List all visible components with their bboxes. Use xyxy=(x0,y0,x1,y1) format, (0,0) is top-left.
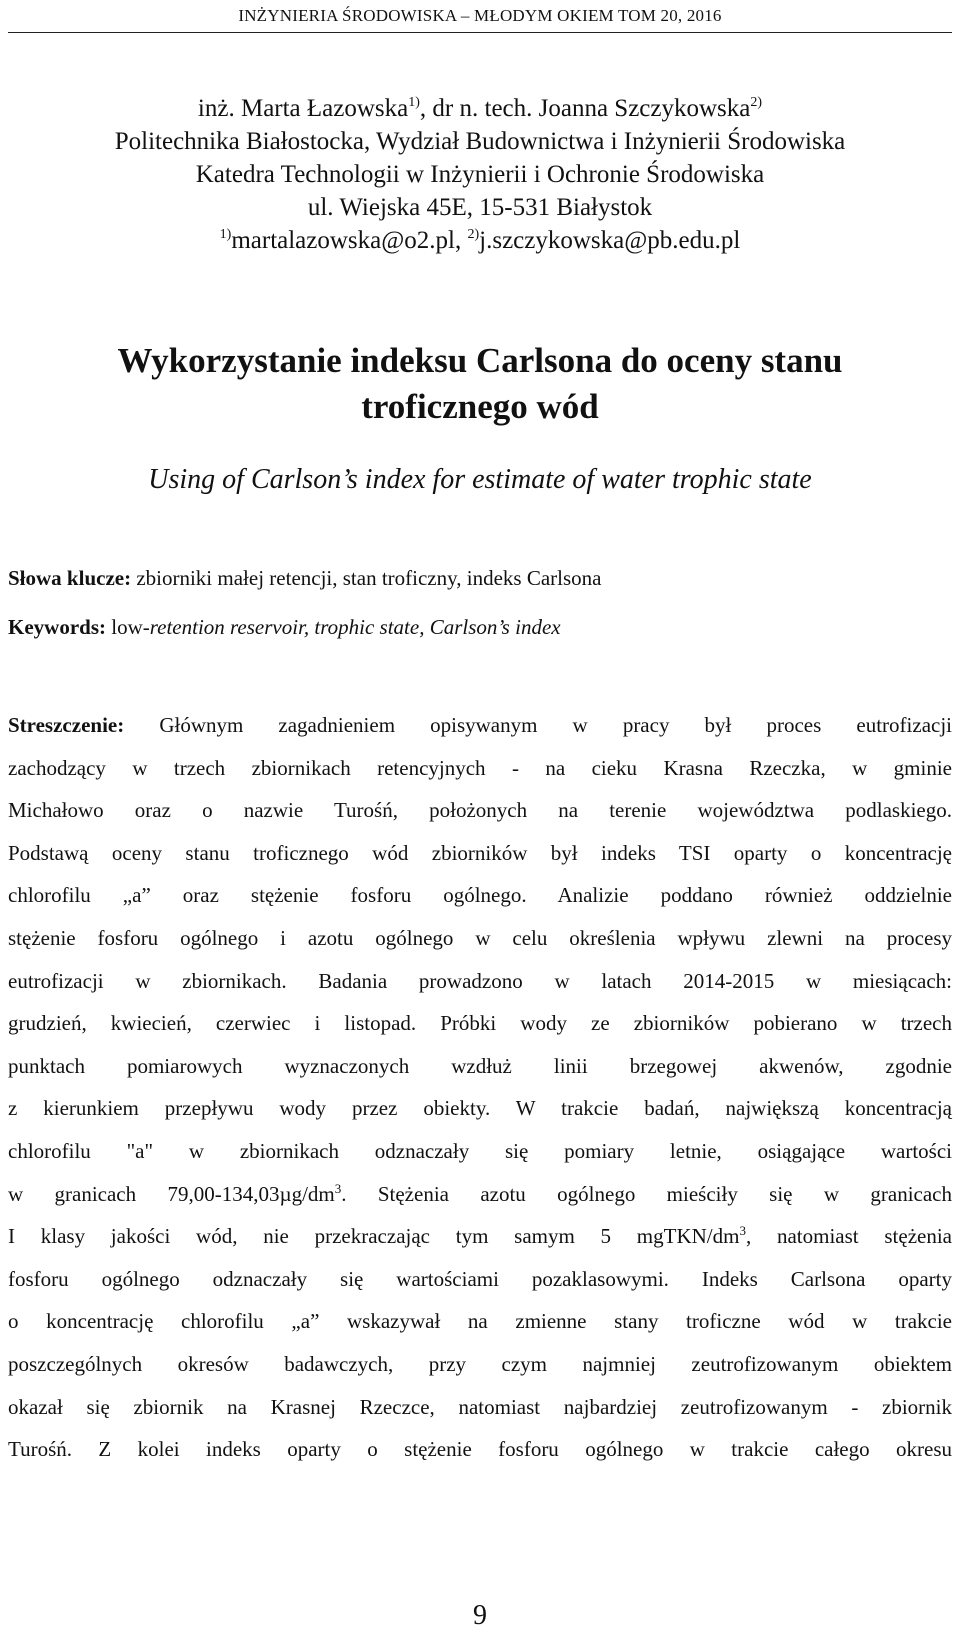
keywords-english-value: retention reservoir, trophic state, Carlson’s index xyxy=(149,615,561,639)
abstract-line: Turośń. Z kolei indeks oparty o stężenie fosforu ogólnego w trakcie całego okresu xyxy=(8,1437,952,1462)
author-block xyxy=(0,92,960,257)
affiliation-university: Politechnika Białostocka, Wydział Budownictwa i Inżynierii Środowiska xyxy=(114,128,846,155)
abstract-line: stężenie fosforu ogólnego i azotu ogólnego w celu określenia wpływu zlewni na procesy xyxy=(8,925,952,950)
affiliation-department: Katedra Technologii w Inżynierii i Ochronie Środowiska xyxy=(195,161,765,188)
abstract-line: chlorofilu "a" w zbiornikach odznaczały się pomiary letnie, osiągające wartości xyxy=(8,1138,952,1163)
abstract-line: grudzień, kwiecień, czerwiec i listopad. Próbki wody ze zbiorników pobierano w trzech xyxy=(8,1011,952,1036)
abstract-line: I klasy jakości wód, nie przekraczając tym samym 5 mgTKN/$dm^3$, natomiast stężenia xyxy=(8,1223,952,1249)
abstract-line: poszczególnych okresów badawczych, przy czym najmniej zeutrofizowanym obiektem xyxy=(8,1351,952,1376)
abstract-line: Podstawą oceny stanu troficznego wód zbiorników był indeks TSI oparty o koncentrację xyxy=(8,840,952,865)
keywords-polish-label: Słowa klucze: xyxy=(8,566,132,590)
abstract xyxy=(8,704,952,1471)
keywords-english-label: Keywords: xyxy=(8,615,106,639)
keywords-polish xyxy=(8,566,602,591)
email-link-2: j.szczykowska@pb.edu.pl xyxy=(479,227,741,254)
author-names: inż. Marta Łazowska$^{1)}$, dr n. tech. Joanna Szczykowska$^{2)}$ xyxy=(197,95,763,122)
abstract-line: fosforu ogólnego odznaczały się wartościami pozaklasowymi. Indeks Carlsona oparty xyxy=(8,1266,952,1291)
abstract-line: okazał się zbiornik na Krasnej Rzeczce, natomiast najbardziej zeutrofizowanym - zbiornik xyxy=(8,1394,952,1419)
author-emails: $^{1)}$martalazowska@o2.pl, $^{2)}$j.szczykowska@pb.edu.pl xyxy=(219,227,741,254)
abstract-line: w granicach $79,00-134,03\mu g/dm^3$. Stężenia azotu ogólnego mieściły się w granicach xyxy=(8,1180,952,1206)
abstract-line: o koncentrację chlorofilu „a” wskazywał na zmienne stany troficzne wód w trakcie xyxy=(8,1309,952,1334)
abstract-line: zachodzący w trzech zbiornikach retencyjnych - na cieku Krasna Rzeczka, w gminie xyxy=(8,755,952,780)
abstract-line: Michałowo oraz o nazwie Turośń, położonych na terenie województwa podlaskiego. xyxy=(8,798,952,823)
affiliation-address: ul. Wiejska 45E, 15-531 Białystok xyxy=(307,194,653,221)
abstract-line: Streszczenie: Głównym zagadnieniem opisywanym w pracy był proces eutrofizacji xyxy=(8,713,952,737)
page-number: 9 xyxy=(473,1600,487,1631)
abstract-line: eutrofizacji w zbiornikach. Badania prowadzono w latach 2014-2015 w miesiącach: xyxy=(8,968,952,993)
abstract-line: punktach pomiarowych wyznaczonych wzdłuż linii brzegowej akwenów, zgodnie xyxy=(8,1053,952,1078)
header-divider xyxy=(8,32,952,33)
running-header: INŻYNIERIA ŚRODOWISKA – MŁODYM OKIEM TOM 20, 2016 xyxy=(238,6,722,25)
email-link-1: martalazowska@o2.pl, xyxy=(231,227,468,254)
keywords-polish-value: zbiorniki małej retencji, stan troficzny, indeks Carlsona xyxy=(131,566,602,590)
abstract-line: z kierunkiem przepływu wody przez obiekty. W trakcie badań, największą koncentracją xyxy=(8,1096,952,1121)
paper-title: Wykorzystanie indeksu Carlsona do oceny stanu troficznego wód xyxy=(117,341,843,426)
abstract-label: Streszczenie: xyxy=(8,713,125,737)
abstract-line: chlorofilu „a” oraz stężenie fosforu ogólnego. Analizie poddano również oddzielnie xyxy=(8,883,952,908)
paper-title-english: Using of Carlson’s index for estimate of water trophic state xyxy=(148,464,812,495)
keywords-english: Keywords: low-retention reservoir, trophic state, Carlson’s index xyxy=(8,615,561,639)
